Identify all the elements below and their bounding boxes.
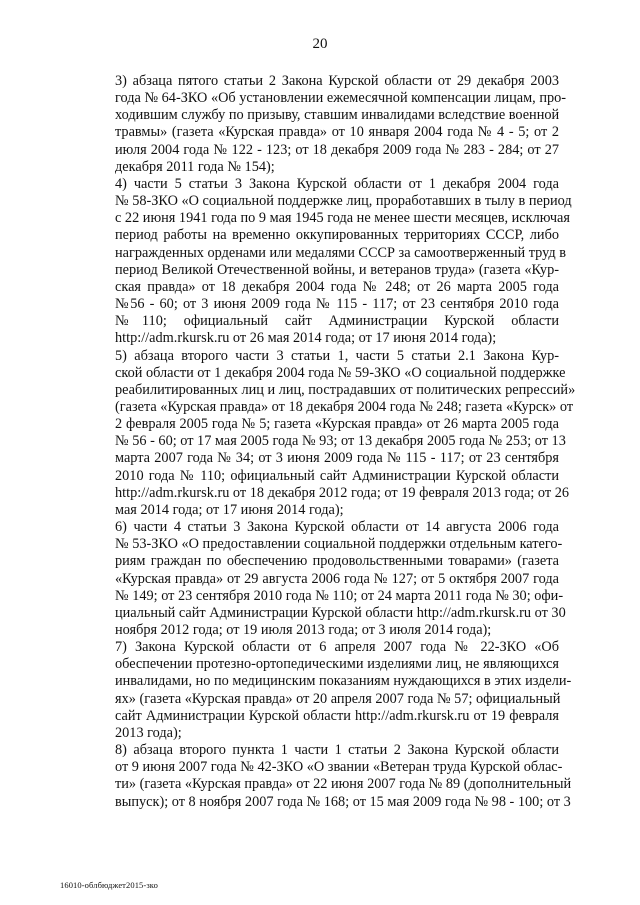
text-line: 7) Закона Курской области от 6 апреля 2007 года № 22-ЗКО «Об (115, 639, 559, 656)
paragraph (92, 175, 572, 348)
text-line: с 22 июня 1941 года по 9 мая 1945 года не менее шести месяцев, исключая (115, 210, 570, 227)
text-line: № 149; от 23 сентября 2010 года № 110; от 24 марта 2011 года № 30; офи- (115, 587, 564, 604)
text-line: обеспечении протезно-ортопедическими изделиями лиц, не являющихся (115, 656, 559, 673)
text-line: июля 2004 года № 122 - 123; от 18 декабря 2009 года № 283 - 284; от 27 (115, 141, 559, 158)
text-line: декабря 2011 года № 154); (115, 158, 275, 175)
text-line: ноября 2012 года; от 19 июля 2013 года; от 3 июля 2014 года); (115, 622, 492, 638)
text-line: 3) абзаца пятого статьи 2 Закона Курской области от 29 декабря 2003 (115, 73, 559, 89)
text-line: (газета «Курская правда» от 18 декабря 2004 года № 248; газета «Курск» от (115, 398, 574, 415)
text-line: № 56 - 60; от 17 мая 2005 года № 93; от 13 декабря 2005 года № 253; от 13 (115, 433, 566, 450)
text-line: мая 2014 года; от 17 июня 2014 года); (115, 501, 344, 518)
text-line: 5) абзаца второго части 3 статьи 1, части 5 статьи 2.1 Закона Кур- (115, 347, 559, 364)
document-body (92, 73, 576, 811)
text-line: ской области от 1 декабря 2004 года № 59-ЗКО «О социальной поддержке (115, 364, 566, 381)
text-line: марта 2007 года № 34; от 3 июня 2009 года № 115 - 117; от 23 сентября (115, 450, 559, 467)
text-line: риям граждан по обеспечению продовольственными товарами» (газета (115, 553, 559, 570)
text-line: http://adm.rkursk.ru от 26 мая 2014 года; от 17 июня 2014 года); (115, 330, 497, 347)
text-line: «Курская правда» от 29 августа 2006 года № 127; от 5 октября 2007 года (115, 570, 559, 587)
text-line: №56 - 60; от 3 июня 2009 года № 115 - 117; от 23 сентября 2010 года (115, 296, 559, 313)
text-line: период Великой Отечественной войны, и ветеранов труда» (газета «Кур- (115, 261, 559, 278)
text-line: №110; официальный сайт Администрации Курской области (115, 313, 559, 330)
text-line: ходившим службу по призыву, ставшим инвалидами вследствие военной (115, 107, 560, 124)
text-line: инвалидами, но по медицинским показаниям нуждающихся в этих издели- (115, 673, 572, 690)
paragraph (92, 73, 567, 176)
page-number: 20 (312, 36, 328, 52)
text-line: ти» (газета «Курская правда» от 22 июня 2007 года № 89 (дополнительный (115, 776, 572, 793)
text-line: 4) части 5 статьи 3 Закона Курской области от 1 декабря 2004 года (115, 175, 559, 192)
text-line: http://adm.rkursk.ru от 18 декабря 2012 года; от 19 февраля 2013 года; от 26 (115, 484, 570, 501)
paragraph (92, 742, 572, 811)
text-line: ях» (газета «Курская правда» от 20 апреля 2007 года № 57; официальный (115, 690, 561, 707)
text-line: награжденных орденами или медалями СССР за самоотверженный труд в (115, 244, 566, 261)
text-line: 2010 года № 110; официальный сайт Администрации Курской области (115, 467, 559, 484)
text-line: травмы» (газета «Курская правда» от 10 января 2004 года № 4 - 5; от 2 (115, 124, 559, 141)
text-line: года № 64-ЗКО «Об установлении ежемесячной компенсации лицам, про- (115, 90, 567, 107)
text-line: сайт Администрации Курской области http://adm.rkursk.ru от 19 февраля (115, 707, 559, 724)
text-line: реабилитированных лиц и лиц, пострадавших от политических репрессий» (115, 381, 576, 398)
footer-document-code: 16010-облбюджет2015-зко (60, 880, 158, 890)
text-line: 2 февраля 2005 года № 5; газета «Курская правда» от 26 марта 2005 года (115, 416, 559, 433)
text-line: циальный сайт Администрации Курской области http://adm.rkursk.ru от 30 (115, 604, 566, 621)
paragraph (92, 639, 572, 742)
text-line: № 58-ЗКО «О социальной поддержке лиц, проработавших в тылу в период (115, 193, 572, 210)
text-line: 8) абзаца второго пункта 1 части 1 статьи 2 Закона Курской области (115, 742, 559, 759)
text-line: период работы на временно оккупированных территориях СССР, либо (115, 227, 559, 244)
text-line: выпуск); от 8 ноября 2007 года № 168; от 15 мая 2009 года № 98 - 100; от 3 (115, 793, 571, 810)
text-line: № 53-ЗКО «О предоставлении социальной поддержки отдельным катего- (115, 536, 563, 553)
paragraph (92, 347, 576, 520)
text-line: 2013 года); (115, 724, 182, 741)
paragraph (92, 519, 566, 639)
text-line: от 9 июня 2007 года № 42-ЗКО «О звании «Ветеран труда Курской облас- (115, 759, 563, 776)
text-line: 6) части 4 статьи 3 Закона Курской области от 14 августа 2006 года (115, 519, 559, 536)
text-line: ская правда» от 18 декабря 2004 года № 248; от 26 марта 2005 года (115, 278, 559, 295)
